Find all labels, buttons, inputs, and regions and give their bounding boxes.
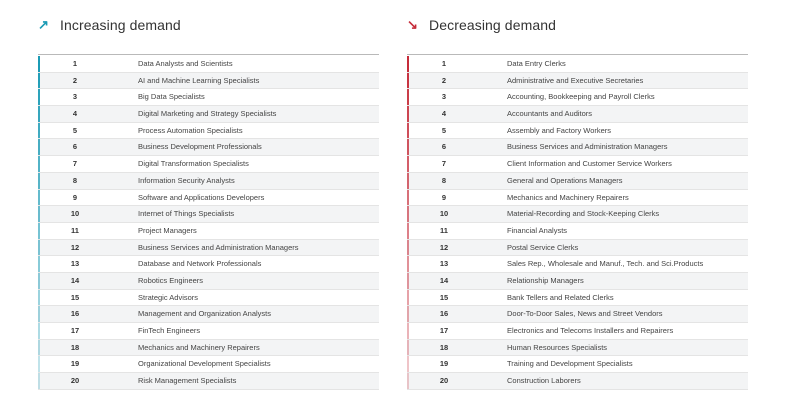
job-title: Management and Organization Analysts: [138, 309, 271, 319]
rank-accent-bar: [407, 73, 409, 89]
rank-accent-bar: [407, 206, 409, 222]
rank-number: 11: [71, 225, 79, 235]
rank-number: 3: [441, 92, 447, 102]
list-item: [407, 340, 748, 357]
rank-number: 7: [441, 159, 447, 169]
rank-accent-bar: [38, 240, 40, 256]
job-title: FinTech Engineers: [138, 326, 201, 335]
list-item: [38, 373, 379, 390]
list-item: [38, 56, 379, 73]
rank-accent-bar: [407, 223, 409, 239]
job-title: Assembly and Factory Workers: [507, 125, 612, 135]
rank-accent-bar: [407, 56, 409, 72]
rank-number: 19: [439, 359, 449, 369]
rank-accent-bar: [407, 106, 409, 122]
list-item: [407, 206, 748, 223]
list-item: [407, 273, 748, 290]
rank-accent-bar: [407, 306, 409, 322]
rank-number: 5: [72, 125, 78, 135]
list-item: [407, 156, 748, 173]
rank-accent-bar: [38, 340, 40, 356]
list-item: [407, 56, 748, 73]
list-item: [38, 223, 379, 240]
list-item: [407, 223, 748, 240]
rank-number: 3: [72, 92, 78, 102]
list-item: [407, 106, 748, 123]
job-title: Digital Marketing and Strategy Specialists: [138, 109, 277, 119]
increasing-demand-panel: [38, 0, 379, 390]
rank-number: 17: [439, 326, 449, 335]
list-item: [38, 73, 379, 90]
list-item: [38, 173, 379, 190]
job-title: Mechanics and Machinery Repairers: [507, 192, 629, 202]
list-item: [38, 306, 379, 323]
list-item: [38, 123, 379, 140]
list-item: [38, 356, 379, 373]
job-title: Accountants and Auditors: [507, 109, 593, 119]
job-title: Business Development Professionals: [138, 142, 262, 152]
rank-number: 20: [439, 376, 449, 386]
rank-number: 13: [439, 259, 449, 269]
rank-accent-bar: [38, 223, 40, 239]
rank-accent-bar: [38, 256, 40, 272]
decreasing-demand-header: [407, 0, 748, 54]
job-title: Business Services and Administration Managers: [138, 242, 299, 252]
rank-number: 15: [439, 292, 449, 302]
rank-accent-bar: [407, 190, 409, 206]
rank-number: 8: [72, 175, 78, 185]
job-title: Digital Transformation Specialists: [138, 159, 249, 169]
job-title: Information Security Analysts: [138, 175, 235, 185]
job-title: Business Services and Administration Managers: [507, 142, 668, 152]
rank-number: 2: [441, 75, 447, 85]
rank-accent-bar: [407, 156, 409, 172]
list-item: [407, 139, 748, 156]
job-title: Client Information and Customer Service Workers: [507, 159, 672, 169]
rank-number: 16: [70, 309, 80, 319]
job-title: Sales Rep., Wholesale and Manuf., Tech. and Sci.Products: [507, 259, 704, 269]
rank-number: 1: [72, 59, 78, 68]
rank-accent-bar: [407, 173, 409, 189]
list-item: [407, 190, 748, 207]
header-divider: [38, 54, 379, 55]
job-title: Data Entry Clerks: [507, 59, 566, 68]
rank-accent-bar: [407, 323, 409, 339]
job-title: Training and Development Specialists: [507, 359, 633, 369]
decreasing-demand-panel: [407, 0, 748, 390]
job-title: Mechanics and Machinery Repairers: [138, 342, 260, 352]
rank-number: 15: [70, 292, 80, 302]
rank-accent-bar: [38, 323, 40, 339]
rank-accent-bar: [407, 340, 409, 356]
list-item: [38, 139, 379, 156]
list-item: [407, 356, 748, 373]
job-title: Door-To-Door Sales, News and Street Vendors: [507, 309, 663, 319]
rank-number: 1: [441, 59, 447, 68]
rank-accent-bar: [407, 123, 409, 139]
job-title: Human Resources Specialists: [507, 342, 608, 352]
rank-accent-bar: [407, 139, 409, 155]
job-title: Robotics Engineers: [138, 275, 204, 285]
list-item: [38, 106, 379, 123]
list-item: [38, 340, 379, 357]
list-item: [407, 240, 748, 257]
list-item: [38, 290, 379, 307]
job-title: Big Data Specialists: [138, 92, 205, 102]
rank-number: 12: [70, 242, 80, 252]
header-divider: [407, 54, 748, 55]
rank-number: 18: [70, 342, 80, 352]
rank-accent-bar: [38, 156, 40, 172]
list-item: [407, 306, 748, 323]
rank-number: 11: [440, 225, 448, 235]
rank-accent-bar: [38, 290, 40, 306]
job-title: Construction Laborers: [507, 376, 581, 386]
job-title: Material-Recording and Stock-Keeping Clerks: [507, 209, 660, 219]
rank-number: 4: [441, 109, 447, 119]
rank-number: 10: [439, 209, 449, 219]
job-title: Postal Service Clerks: [507, 242, 579, 252]
rank-number: 10: [70, 209, 80, 219]
rank-accent-bar: [407, 273, 409, 289]
list-item: [38, 190, 379, 207]
list-item: [38, 156, 379, 173]
arrow-down-right-icon: ↘: [407, 17, 418, 32]
rank-accent-bar: [407, 356, 409, 372]
list-item: [407, 323, 748, 340]
job-title: Organizational Development Specialists: [138, 359, 271, 369]
job-title: Software and Applications Developers: [138, 192, 265, 202]
rank-accent-bar: [407, 256, 409, 272]
rank-number: 7: [72, 159, 78, 169]
rank-number: 9: [441, 192, 447, 202]
rank-number: 18: [439, 342, 449, 352]
rank-number: 12: [439, 242, 449, 252]
arrow-up-right-icon: ↗: [38, 17, 49, 32]
job-title: Accounting, Bookkeeping and Payroll Clerks: [507, 92, 655, 102]
rank-accent-bar: [38, 73, 40, 89]
rank-number: 9: [72, 192, 78, 202]
rank-number: 20: [70, 376, 80, 386]
rank-accent-bar: [38, 173, 40, 189]
rank-number: 6: [72, 142, 78, 152]
job-title: Strategic Advisors: [138, 292, 199, 302]
list-item: [407, 373, 748, 390]
list-item: [407, 290, 748, 307]
decreasing-demand-title: Decreasing demand: [429, 17, 556, 33]
rank-accent-bar: [407, 89, 409, 105]
increasing-demand-list: [38, 56, 379, 390]
job-title: Administrative and Executive Secretaries: [507, 75, 644, 85]
rank-number: 16: [439, 309, 449, 319]
list-item: [38, 256, 379, 273]
rank-accent-bar: [38, 306, 40, 322]
rank-accent-bar: [407, 290, 409, 306]
job-title: Electronics and Telecoms Installers and Repairers: [507, 326, 674, 335]
rank-accent-bar: [38, 356, 40, 372]
job-title: General and Operations Managers: [507, 175, 623, 185]
rank-number: 14: [70, 275, 80, 285]
rank-accent-bar: [38, 139, 40, 155]
job-title: Project Managers: [138, 225, 197, 235]
rank-accent-bar: [407, 240, 409, 256]
rank-number: 5: [441, 125, 447, 135]
rank-number: 8: [441, 175, 447, 185]
job-title: AI and Machine Learning Specialists: [138, 75, 260, 85]
rank-accent-bar: [38, 273, 40, 289]
job-title: Internet of Things Specialists: [138, 209, 235, 219]
rank-accent-bar: [38, 89, 40, 105]
rank-accent-bar: [38, 106, 40, 122]
rank-accent-bar: [407, 373, 409, 389]
rank-accent-bar: [38, 123, 40, 139]
list-item: [407, 123, 748, 140]
rank-number: 17: [70, 326, 80, 335]
list-item: [38, 89, 379, 106]
job-title: Financial Analysts: [507, 225, 568, 235]
list-item: [38, 273, 379, 290]
job-title: Risk Management Specialists: [138, 376, 237, 386]
decreasing-demand-list: [407, 56, 748, 390]
rank-number: 13: [70, 259, 80, 269]
list-item: [407, 89, 748, 106]
increasing-demand-header: [38, 0, 379, 54]
job-title: Bank Tellers and Related Clerks: [507, 292, 614, 302]
job-title: Database and Network Professionals: [138, 259, 262, 269]
rank-number: 6: [441, 142, 447, 152]
list-item: [38, 323, 379, 340]
rank-accent-bar: [38, 56, 40, 72]
rank-number: 14: [439, 275, 449, 285]
list-item: [407, 173, 748, 190]
increasing-demand-title: Increasing demand: [60, 17, 181, 33]
list-item: [407, 256, 748, 273]
rank-accent-bar: [38, 373, 40, 389]
rank-number: 19: [70, 359, 80, 369]
job-title: Relationship Managers: [507, 275, 584, 285]
list-item: [38, 240, 379, 257]
rank-accent-bar: [38, 190, 40, 206]
job-title: Data Analysts and Scientists: [138, 59, 233, 68]
list-item: [38, 206, 379, 223]
list-item: [407, 73, 748, 90]
rank-accent-bar: [38, 206, 40, 222]
rank-number: 2: [72, 75, 78, 85]
rank-number: 4: [72, 109, 78, 119]
job-title: Process Automation Specialists: [138, 125, 243, 135]
